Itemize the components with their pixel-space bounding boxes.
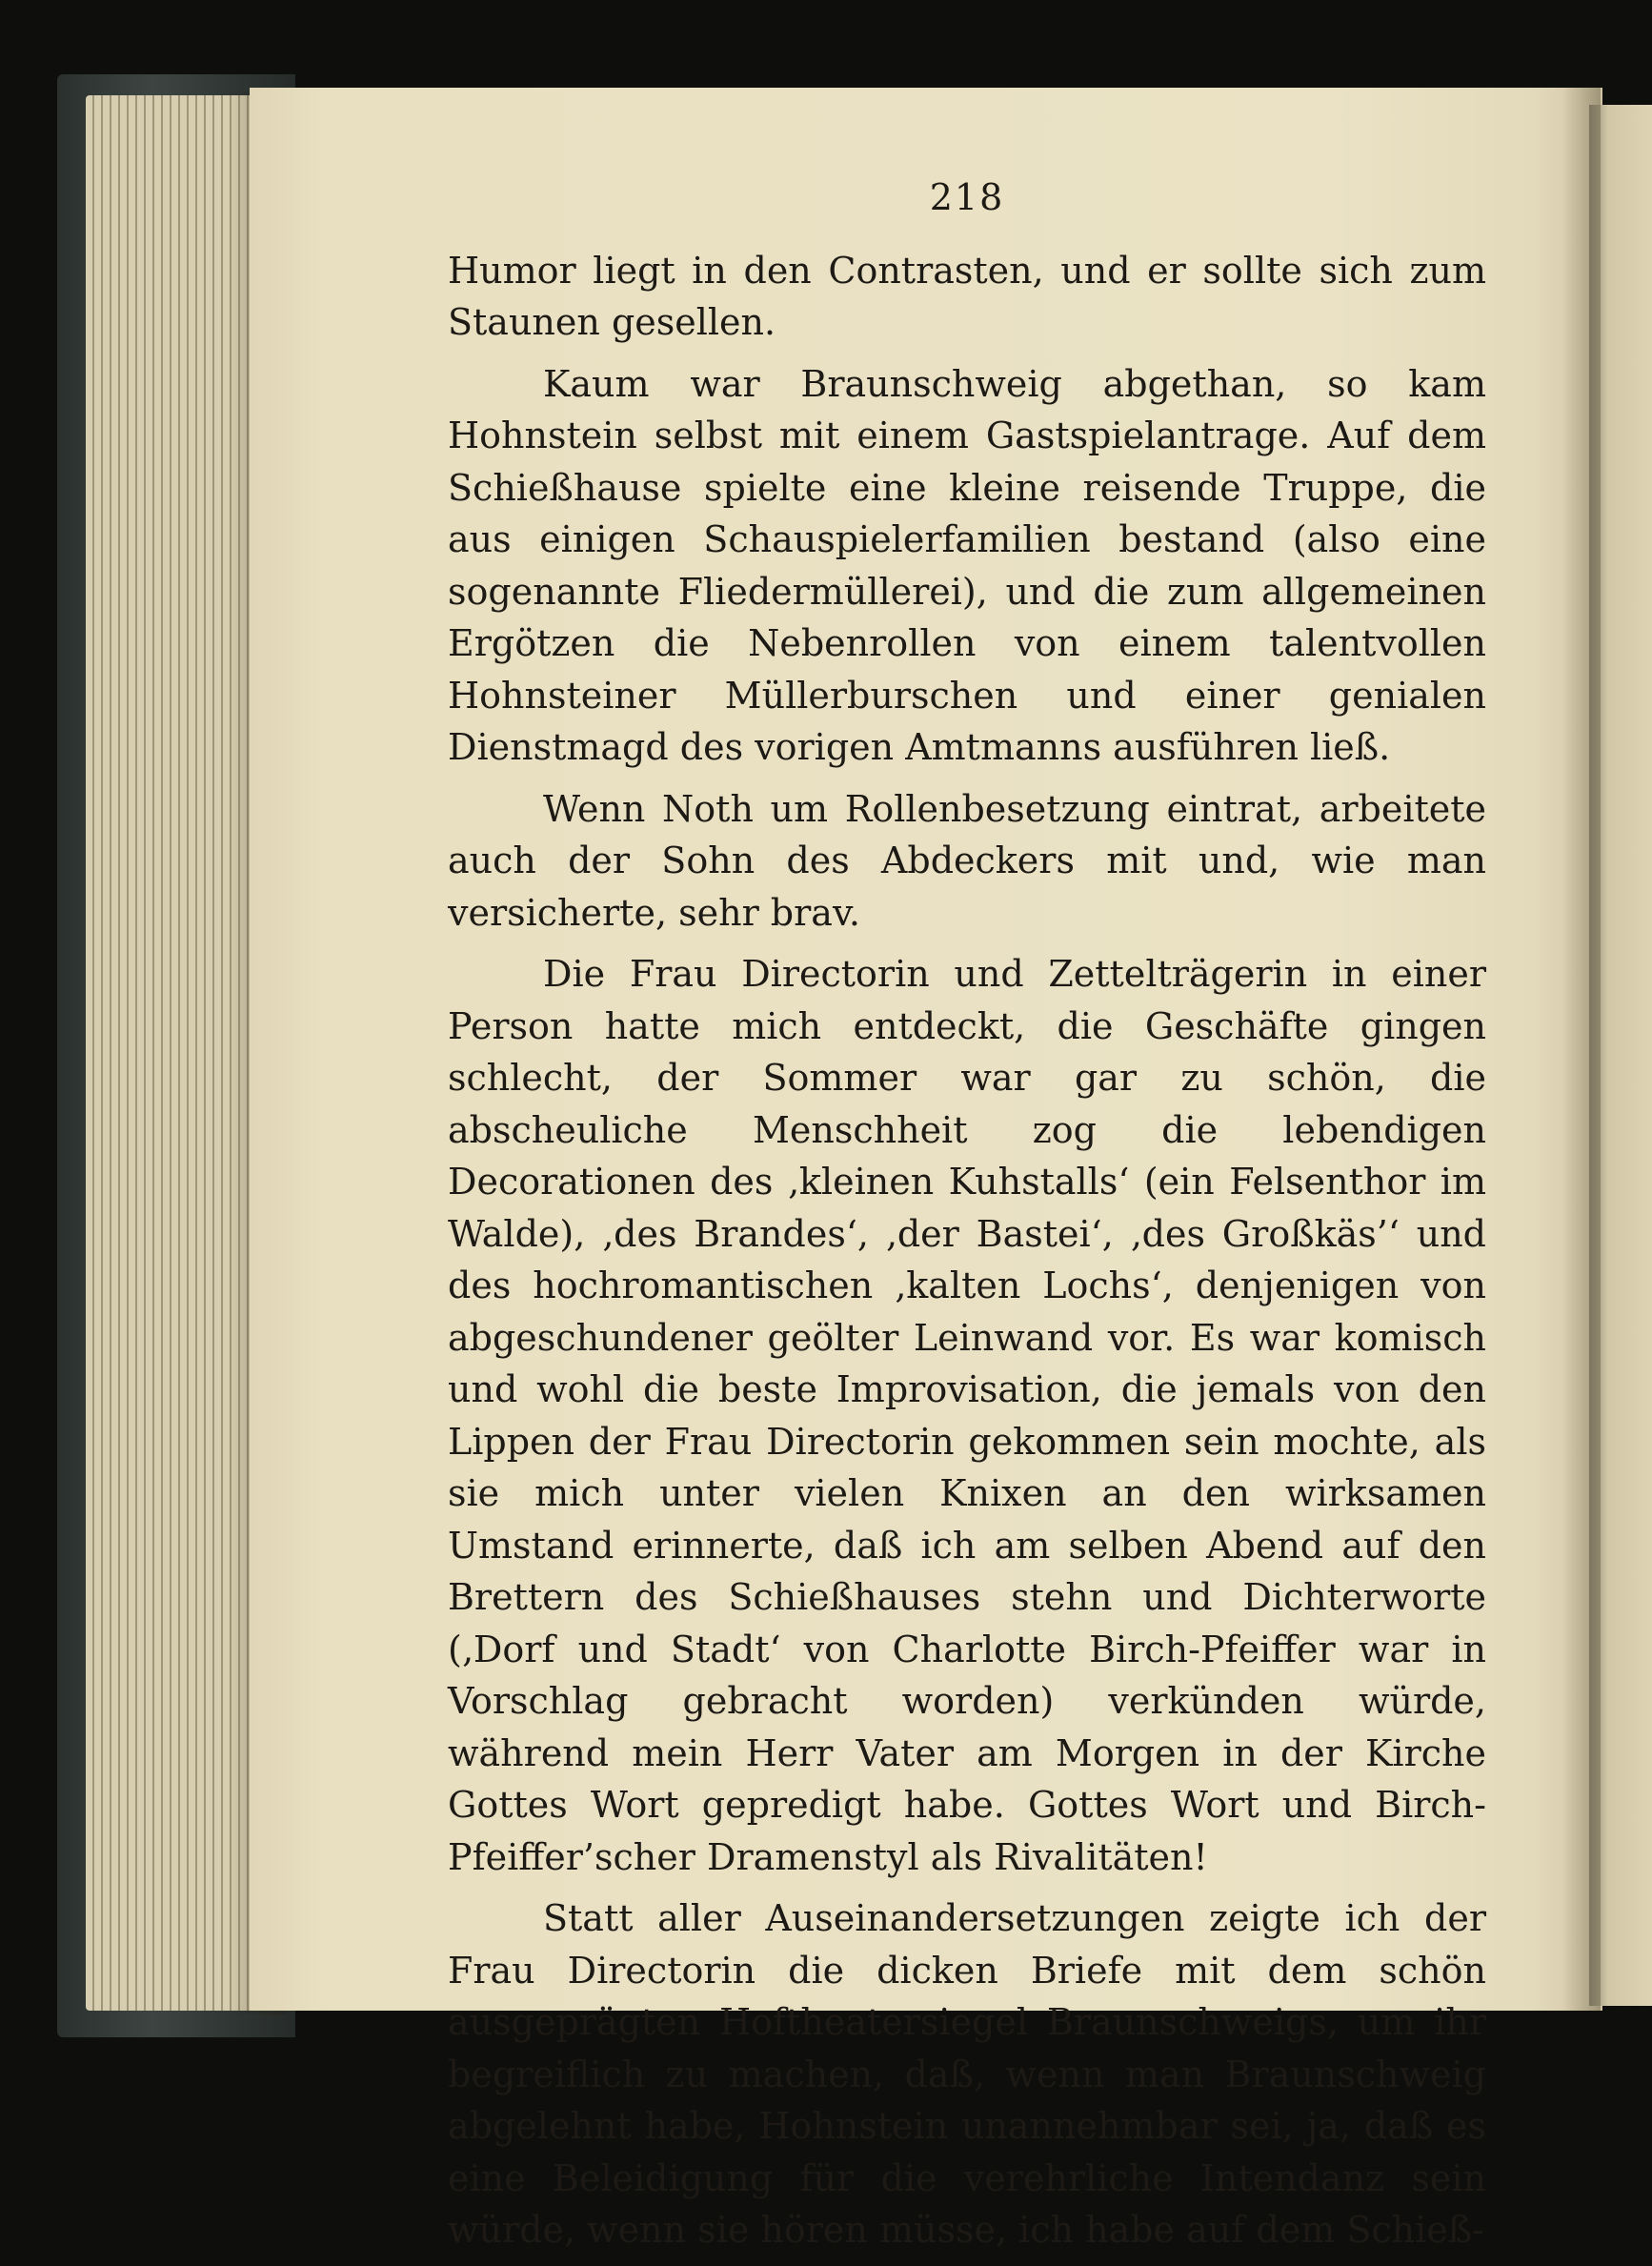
paragraph-2: Kaum war Braunschweig abgethan, so kam Hohnstein selbst mit einem Gastspielantrage. Auf dem Schießhause spielte eine kleine reisende Truppe, die aus einigen Schauspielerfamilien bestand (also eine sogenannte Fliedermüllerei), und die zum allgemeinen Ergötzen die Nebenrollen von einem talentvollen Hohnsteiner Müllerburschen und einer genialen Dienstmagd des vorigen Amtmanns ausführen ließ. (448, 362, 1486, 768)
paragraph-5: Statt aller Auseinandersetzungen zeigte ich der Frau Directorin die dicken Briefe mit dem schön ausgeprägten Hoftheatersiegel Braunschweigs, um ihr begreiflich zu machen, daß, wenn man Braunschweig abgelehnt habe, Hohnstein unannehmbar sei, ja, daß es eine Beleidigung für die verehrliche Intendanz sein würde, wenn sie hören müsse, ich habe auf dem Schieß- (448, 1897, 1486, 2251)
stacked-page-edges (86, 95, 252, 2011)
page-number: 218 (929, 176, 1005, 218)
page-gutter-shadow (1562, 88, 1601, 2011)
paragraph-1: Humor liegt in den Contrasten, und er sollte sich zum Staunen gesellen. (448, 249, 1486, 343)
page-text-block (448, 172, 1486, 2266)
paragraph-3: Wenn Noth um Rollenbesetzung eintrat, arbeitete auch der Sohn des Abdeckers mit und, wie man versicherte, sehr brav. (448, 787, 1486, 934)
paragraph-4: Die Frau Directorin und Zettelträgerin in einer Person hatte mich entdeckt, die Geschäfte gingen schlecht, der Sommer war gar zu schön, die abscheuliche Menschheit zog die lebendigen Decorationen des ‚kleinen Kuhstalls‘ (ein Felsenthor im Walde), ‚des Brandes‘, ‚der Bastei‘, ‚des Großkäs’‘ und des hochromantischen ‚kalten Lochs‘, denjenigen von abgeschundener geölter Leinwand vor. Es war komisch und wohl die beste Improvisation, die jemals von den Lippen der Frau Directorin gekommen sein mochte, als sie mich unter vielen Knixen an den wirksamen Umstand erinnerte, daß ich am selben Abend auf den Brettern des Schießhauses stehn und Dichterworte (‚Dorf und Stadt‘ von Charlotte Birch-Pfeiffer war in Vorschlag gebracht worden) verkünden würde, während mein Herr Vater am Morgen in der Kirche Gottes Wort gepredigt habe. Gottes Wort und Birch-Pfeiffer’scher Dramenstyl als Rivalitäten! (448, 953, 1486, 1878)
